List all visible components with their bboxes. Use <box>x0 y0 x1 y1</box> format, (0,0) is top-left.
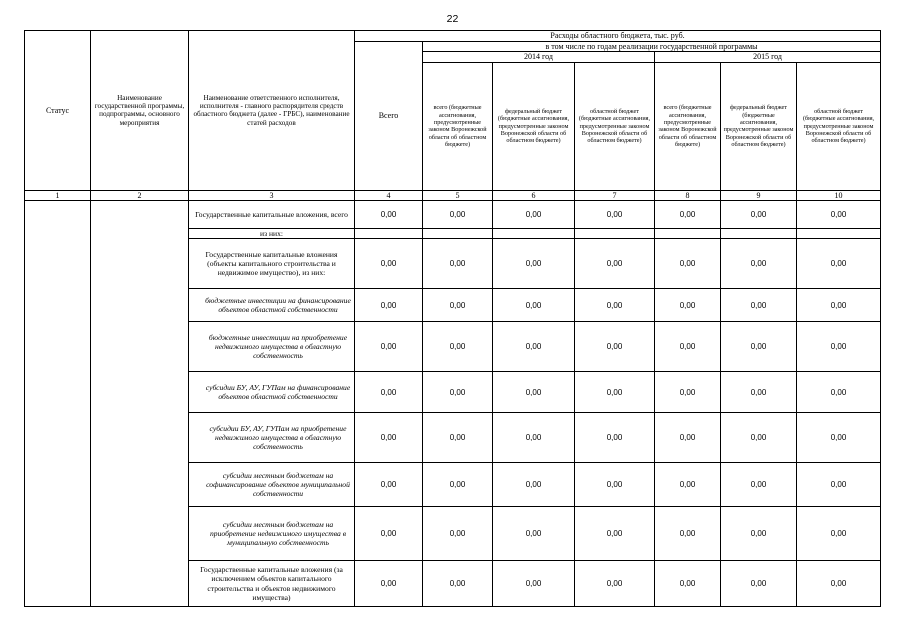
value-cell: 0,00 <box>355 463 423 507</box>
expense-item-label: субсидии БУ, АУ, ГУПам на финансирование объектов областной собственности <box>189 372 355 413</box>
value-cell: 0,00 <box>655 239 721 289</box>
value-cell: 0,00 <box>423 239 493 289</box>
value-cell <box>423 228 493 238</box>
page-number: 22 <box>446 13 459 25</box>
header-regional-2015: областной бюджет (бюджетные ассигнования, предусмотренные законом Воронежской области об областном бюджете) <box>797 62 881 190</box>
value-cell: 0,00 <box>797 372 881 413</box>
column-number: 9 <box>721 190 797 200</box>
value-cell: 0,00 <box>423 322 493 372</box>
value-cell: 0,00 <box>423 507 493 561</box>
value-cell: 0,00 <box>655 289 721 322</box>
value-cell <box>797 228 881 238</box>
value-cell: 0,00 <box>423 463 493 507</box>
value-cell: 0,00 <box>655 413 721 463</box>
value-cell <box>355 228 423 238</box>
value-cell: 0,00 <box>575 200 655 228</box>
table-row <box>25 200 881 228</box>
value-cell: 0,00 <box>655 200 721 228</box>
value-cell: 0,00 <box>721 507 797 561</box>
value-cell: 0,00 <box>655 463 721 507</box>
header-by-years: в том числе по годам реализации государственной программы <box>423 41 881 52</box>
value-cell <box>655 228 721 238</box>
value-cell: 0,00 <box>355 289 423 322</box>
expense-item-label: субсидии БУ, АУ, ГУПам на приобретение недвижимого имущества в областную собственность <box>189 413 355 463</box>
value-cell <box>493 228 575 238</box>
value-cell: 0,00 <box>721 322 797 372</box>
header-federal-2015: федеральный бюджет (бюджетные ассигнования, предусмотренные законом Воронежской области об областном бюджете) <box>721 62 797 190</box>
value-cell: 0,00 <box>493 463 575 507</box>
value-cell: 0,00 <box>721 463 797 507</box>
expense-item-label: Государственные капитальные вложения (за исключением объектов капитального строительства и объектов недвижимого имущества) <box>189 561 355 607</box>
value-cell: 0,00 <box>355 561 423 607</box>
header-all-2014: всего (бюджетные ассигнования, предусмотренные законом Воронежской области об областном бюджете) <box>423 62 493 190</box>
header-program-name: Наименование государственной программы, подпрограммы, основного мероприятия <box>91 31 189 191</box>
value-cell: 0,00 <box>423 561 493 607</box>
value-cell <box>575 228 655 238</box>
column-number: 6 <box>493 190 575 200</box>
expense-item-label: субсидии местным бюджетам на софинансирование объектов муниципальной собственности <box>189 463 355 507</box>
value-cell: 0,00 <box>721 372 797 413</box>
table-body <box>25 200 881 606</box>
expense-item-label: бюджетные инвестиции на финансирование объектов областной собственности <box>189 289 355 322</box>
value-cell: 0,00 <box>355 372 423 413</box>
value-cell: 0,00 <box>797 200 881 228</box>
value-cell: 0,00 <box>575 561 655 607</box>
value-cell: 0,00 <box>575 322 655 372</box>
expense-item-label: субсидии местным бюджетам на приобретение недвижимого имущества в муниципальную собственность <box>189 507 355 561</box>
header-year-2014: 2014 год <box>423 52 655 63</box>
value-cell: 0,00 <box>423 200 493 228</box>
value-cell: 0,00 <box>575 372 655 413</box>
value-cell: 0,00 <box>655 507 721 561</box>
value-cell: 0,00 <box>355 507 423 561</box>
status-cell <box>25 200 91 606</box>
expense-item-label: Государственные капитальные вложения, всего <box>189 200 355 228</box>
expense-item-label: из них: <box>189 228 355 238</box>
value-cell: 0,00 <box>655 372 721 413</box>
value-cell: 0,00 <box>797 507 881 561</box>
value-cell: 0,00 <box>493 372 575 413</box>
value-cell: 0,00 <box>493 200 575 228</box>
column-number: 4 <box>355 190 423 200</box>
column-number: 10 <box>797 190 881 200</box>
header-total: Всего <box>355 41 423 190</box>
value-cell: 0,00 <box>493 413 575 463</box>
value-cell: 0,00 <box>655 322 721 372</box>
value-cell: 0,00 <box>655 561 721 607</box>
value-cell: 0,00 <box>575 413 655 463</box>
value-cell: 0,00 <box>575 507 655 561</box>
value-cell: 0,00 <box>575 463 655 507</box>
value-cell: 0,00 <box>355 413 423 463</box>
value-cell: 0,00 <box>797 289 881 322</box>
column-number: 8 <box>655 190 721 200</box>
value-cell: 0,00 <box>797 463 881 507</box>
expense-item-label: Государственные капитальные вложения (объекты капитального строительства и недвижимое имущество), из них: <box>189 239 355 289</box>
value-cell: 0,00 <box>575 289 655 322</box>
value-cell: 0,00 <box>797 413 881 463</box>
value-cell: 0,00 <box>721 561 797 607</box>
header-expenses-title: Расходы областного бюджета, тыс. руб. <box>355 31 881 42</box>
header-regional-2014: областной бюджет (бюджетные ассигнования, предусмотренные законом Воронежской области об областном бюджете) <box>575 62 655 190</box>
column-number: 3 <box>189 190 355 200</box>
column-number: 1 <box>25 190 91 200</box>
value-cell: 0,00 <box>493 239 575 289</box>
budget-expenses-table <box>24 30 881 607</box>
value-cell: 0,00 <box>721 200 797 228</box>
value-cell: 0,00 <box>423 372 493 413</box>
value-cell: 0,00 <box>493 289 575 322</box>
column-number: 7 <box>575 190 655 200</box>
value-cell: 0,00 <box>797 322 881 372</box>
value-cell: 0,00 <box>575 239 655 289</box>
expense-item-label: бюджетные инвестиции на приобретение недвижимого имущества в областную собственность <box>189 322 355 372</box>
value-cell: 0,00 <box>797 561 881 607</box>
value-cell: 0,00 <box>721 413 797 463</box>
value-cell: 0,00 <box>721 289 797 322</box>
column-number: 2 <box>91 190 189 200</box>
column-number: 5 <box>423 190 493 200</box>
column-number-row <box>25 190 881 200</box>
value-cell: 0,00 <box>355 322 423 372</box>
value-cell: 0,00 <box>721 239 797 289</box>
value-cell: 0,00 <box>355 200 423 228</box>
value-cell: 0,00 <box>797 239 881 289</box>
header-federal-2014: федеральный бюджет (бюджетные ассигнования, предусмотренные законом Воронежской области об областном бюджете) <box>493 62 575 190</box>
header-year-2015: 2015 год <box>655 52 881 63</box>
header-all-2015: всего (бюджетные ассигнования, предусмотренные законом Воронежской области об областном бюджете) <box>655 62 721 190</box>
value-cell: 0,00 <box>493 322 575 372</box>
program-name-cell <box>91 200 189 606</box>
value-cell: 0,00 <box>423 289 493 322</box>
header-executor: Наименование ответственного исполнителя, исполнителя - главного распорядителя средств областного бюджета (далее - ГРБС), наименование статей расходов <box>189 31 355 191</box>
value-cell <box>721 228 797 238</box>
value-cell: 0,00 <box>423 413 493 463</box>
value-cell: 0,00 <box>493 507 575 561</box>
value-cell: 0,00 <box>355 239 423 289</box>
header-status: Статус <box>25 31 91 191</box>
value-cell: 0,00 <box>493 561 575 607</box>
